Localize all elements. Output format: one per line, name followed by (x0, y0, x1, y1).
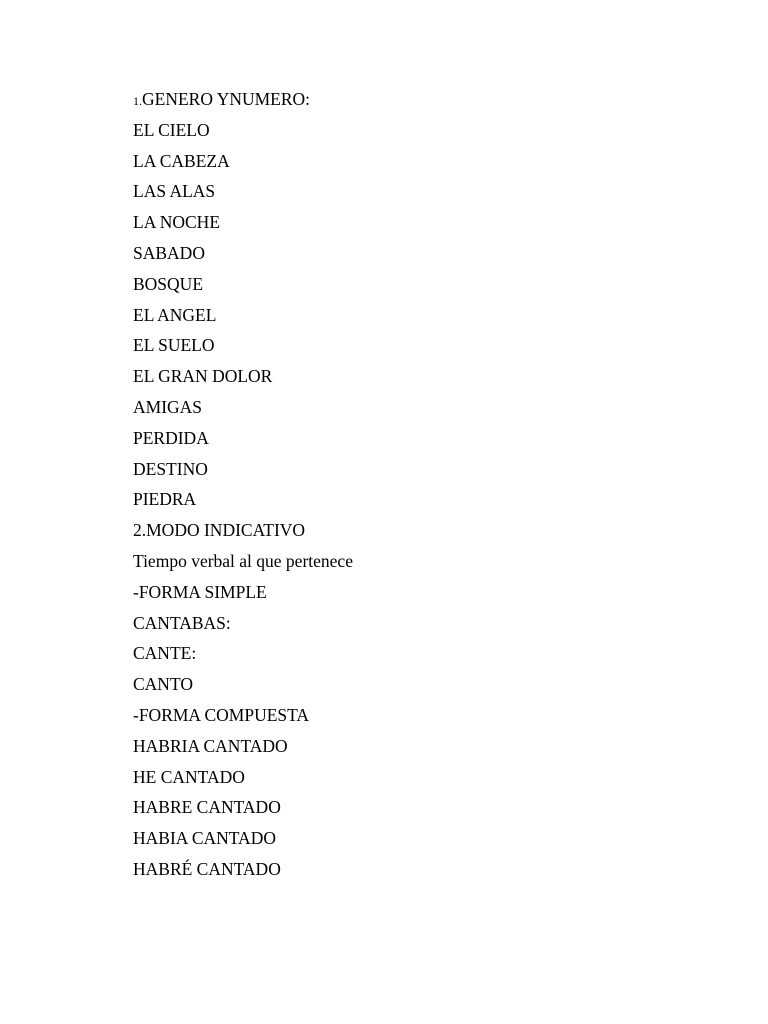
heading-text: GENERO YNUMERO: (142, 89, 311, 109)
text-line: HABRÉ CANTADO (133, 858, 281, 879)
text-line: DESTINO (133, 458, 208, 479)
subheading-forma-simple: -FORMA SIMPLE (133, 581, 267, 602)
text-line: SABADO (133, 242, 205, 263)
text-line: CANTE: (133, 643, 197, 664)
text-line: HABRE CANTADO (133, 797, 281, 818)
section-heading-genero-numero (133, 84, 693, 115)
text-line: PIEDRA (133, 489, 197, 510)
document-page (133, 84, 693, 885)
text-line: BOSQUE (133, 273, 204, 294)
subheading-forma-compuesta: -FORMA COMPUESTA (133, 704, 310, 725)
text-line: AMIGAS (133, 396, 203, 417)
text-line: LAS ALAS (133, 181, 216, 202)
text-line: EL SUELO (133, 335, 215, 356)
text-line: CANTO (133, 674, 193, 695)
text-line: EL CIELO (133, 119, 210, 140)
text-line: HABRIA CANTADO (133, 735, 288, 756)
text-line: LA NOCHE (133, 212, 221, 233)
text-line: CANTABAS: (133, 612, 231, 633)
heading-number: 1. (133, 94, 142, 108)
text-line: PERDIDA (133, 427, 209, 448)
section-heading-modo-indicativo: 2.MODO INDICATIVO (133, 520, 306, 541)
text-line: Tiempo verbal al que pertenece (133, 550, 353, 571)
text-line: HE CANTADO (133, 766, 245, 787)
text-line: HABIA CANTADO (133, 828, 276, 849)
text-line: LA CABEZA (133, 150, 230, 171)
text-line: EL ANGEL (133, 304, 217, 325)
text-line: EL GRAN DOLOR (133, 366, 273, 387)
